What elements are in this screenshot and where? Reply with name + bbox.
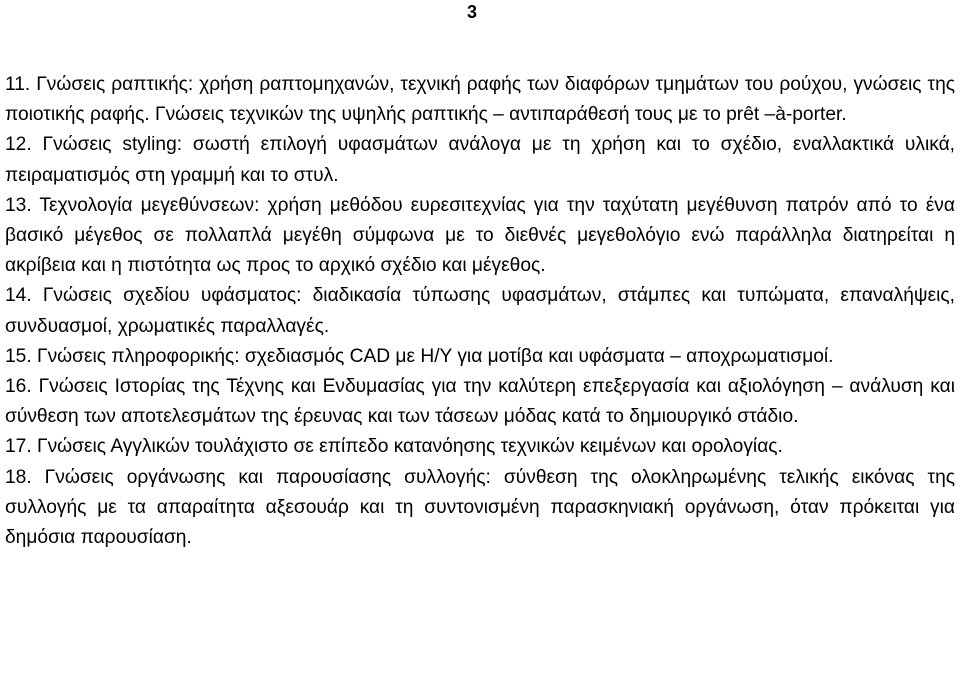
list-item-12: 12. Γνώσεις styling: σωστή επιλογή υφασμάτων ανάλογα με τη χρήση και το σχέδιο, εναλλακτικά υλικά, πειραματισμός στη γραμμή και το στυλ. <box>5 134 955 186</box>
list-item-16: 16. Γνώσεις Ιστορίας της Τέχνης και Ενδυμασίας για την καλύτερη επεξεργασία και αξιολόγηση – ανάλυση και σύνθεση των αποτελεσμάτων της έρευνας και των τάσεων μόδας κατά το δημιουργικό στάδιο. <box>5 376 955 428</box>
list-item-13: 13. Τεχνολογία μεγεθύνσεων: χρήση μεθόδου ευρεσιτεχνίας για την ταχύτατη μεγέθυνση πατρόν από το ένα βασικό μέγεθος σε πολλαπλά μεγέθη σύμφωνα με το διεθνές μεγεθολόγιο ενώ παράλληλα διατηρείται η ακρίβεια και η πιστότητα ως προς το αρχικό σχέδιο και μέγεθος. <box>5 194 955 277</box>
list-item-11: 11. Γνώσεις ραπτικής: χρήση ραπτομηχανών, τεχνική ραφής των διαφόρων τμημάτων του ρούχου, γνώσεις της ποιοτικής ραφής. Γνώσεις τεχνικών της υψηλής ραπτικής – αντιπαράθεσή τους με το prêt –à-porter. <box>5 74 955 126</box>
list-item-17: 17. Γνώσεις Αγγλικών τουλάχιστο σε επίπεδο κατανόησης τεχνικών κειμένων και ορολογίας. <box>5 436 783 458</box>
list-item-15: 15. Γνώσεις πληροφορικής: σχεδιασμός CAD με Η/Υ για μοτίβα και υφάσματα – αποχρωματισμοί. <box>5 345 834 367</box>
list-item-14: 14. Γνώσεις σχεδίου υφάσματος: διαδικασία τύπωσης υφασμάτων, στάμπες και τυπώματα, επαναλήψεις, συνδυασμοί, χρωματικές παραλλαγές. <box>5 285 955 337</box>
document-body <box>5 70 955 553</box>
page-number: 3 <box>467 2 478 22</box>
list-item-18: 18. Γνώσεις οργάνωσης και παρουσίασης συλλογής: σύνθεση της ολοκληρωμένης τελικής εικόνας της συλλογής με τα απαραίτητα αξεσουάρ και τη συντονισμένη παρασκηνιακή οργάνωση, όταν πρόκειται για δημόσια παρουσίαση. <box>5 466 955 549</box>
